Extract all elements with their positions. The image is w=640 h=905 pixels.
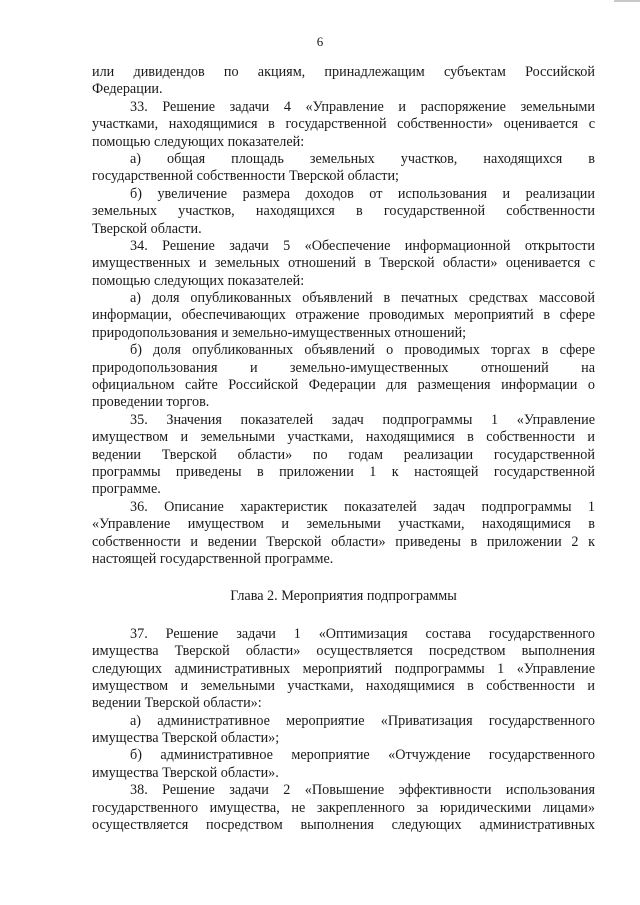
text-line: помощью следующих показателей: — [92, 272, 305, 289]
text-line: информации, обеспечивающих отражение проводимых мероприятий в сфере — [92, 307, 595, 324]
paragraph — [92, 99, 595, 151]
text-line: 33. Решение задачи 4 «Управление и распоряжение земельными — [130, 98, 595, 115]
text-line: осуществляется посредством выполнения следующих административных — [92, 817, 595, 834]
text-line: а) общая площадь земельных участков, находящихся в — [130, 150, 595, 167]
text-line: официальном сайте Российской Федерации для размещения информации о — [92, 377, 595, 394]
paragraph — [92, 64, 595, 99]
paragraph — [92, 151, 595, 186]
text-line: помощью следующих показателей: — [92, 133, 305, 150]
text-line: государственной собственности Тверской области; — [92, 168, 399, 185]
text-line: программе. — [92, 481, 161, 498]
heading-spacer-bottom — [92, 606, 595, 626]
text-line: 37. Решение задачи 1 «Оптимизация состава государственного — [130, 625, 595, 642]
text-line: б) увеличение размера доходов от использования и реализации — [130, 185, 595, 202]
paragraph — [92, 412, 595, 499]
text-line: имуществом и земельными участками, находящимися в собственности и — [92, 429, 595, 446]
paragraph — [92, 782, 595, 834]
text-line: 38. Решение задачи 2 «Повышение эффективности использования — [130, 782, 595, 799]
text-line: или дивидендов по акциям, принадлежащим субъектам Российской — [92, 64, 595, 80]
paragraph — [92, 626, 595, 713]
chapter-heading: Глава 2. Мероприятия подпрограммы — [230, 588, 457, 605]
text-line: 36. Описание характеристик показателей задач подпрограммы 1 — [130, 498, 595, 515]
text-line: б) доля опубликованных объявлений о проводимых торгах в сфере — [130, 342, 595, 359]
paragraph — [92, 713, 595, 748]
text-line: природопользования и земельно-имущественных отношений на — [92, 359, 595, 376]
text-line: государственного имущества, не закрепленного за юридическими лицами» — [92, 799, 595, 816]
text-line: имущества Тверской области»; — [92, 730, 280, 747]
paragraph — [92, 290, 595, 342]
text-line: настоящей государственной программе. — [92, 550, 334, 567]
paragraph — [92, 747, 595, 782]
text-line: проведении торгов. — [92, 394, 210, 411]
text-line: «Управление имуществом и земельными участками, находящимися в — [92, 516, 595, 533]
text-line: имущества Тверской области» осуществляется посредством выполнения — [92, 643, 595, 660]
text-line: имущественных и земельных отношений в Тверской области» оценивается с — [92, 255, 595, 272]
text-line: земельных участков, находящихся в государственной собственности — [92, 203, 595, 220]
text-line: имуществом и земельными участками, находящимися в собственности и — [92, 677, 595, 694]
text-line: ведении Тверской области» по годам реализации государственной — [92, 446, 595, 463]
text-line: следующих административных мероприятий подпрограммы 1 «Управление — [92, 660, 595, 677]
text-line: 34. Решение задачи 5 «Обеспечение информационной открытости — [130, 237, 595, 254]
text-line: б) административное мероприятие «Отчуждение государственного — [130, 747, 595, 764]
paragraph — [92, 499, 595, 569]
document-body — [92, 64, 595, 834]
heading-spacer-top — [92, 568, 595, 588]
text-line: программы приведены в приложении 1 к настоящей государственной — [92, 463, 595, 480]
text-line: ведении Тверской области»: — [92, 695, 262, 712]
paragraph — [92, 186, 595, 238]
text-line: а) доля опубликованных объявлений в печатных средствах массовой — [130, 290, 595, 307]
text-line: Тверской области. — [92, 220, 202, 237]
paragraphs-after-heading — [92, 626, 595, 835]
text-line: Федерации. — [92, 81, 163, 98]
text-line: а) административное мероприятие «Приватизация государственного — [130, 712, 595, 729]
paragraph — [92, 238, 595, 290]
text-line: имущества Тверской области». — [92, 764, 279, 781]
text-line: 35. Значения показателей задач подпрограммы 1 «Управление — [130, 411, 595, 428]
scan-edge-mark — [614, 0, 640, 2]
text-line: природопользования и земельно-имущественных отношений; — [92, 324, 467, 341]
paragraphs-before-heading — [92, 64, 595, 568]
paragraph — [92, 342, 595, 412]
page-number: 6 — [316, 34, 324, 49]
text-line: собственности и ведении Тверской области» приведены в приложении 2 к — [92, 533, 595, 550]
text-line: участками, находящимися в государственной собственности» оценивается с — [92, 116, 595, 133]
